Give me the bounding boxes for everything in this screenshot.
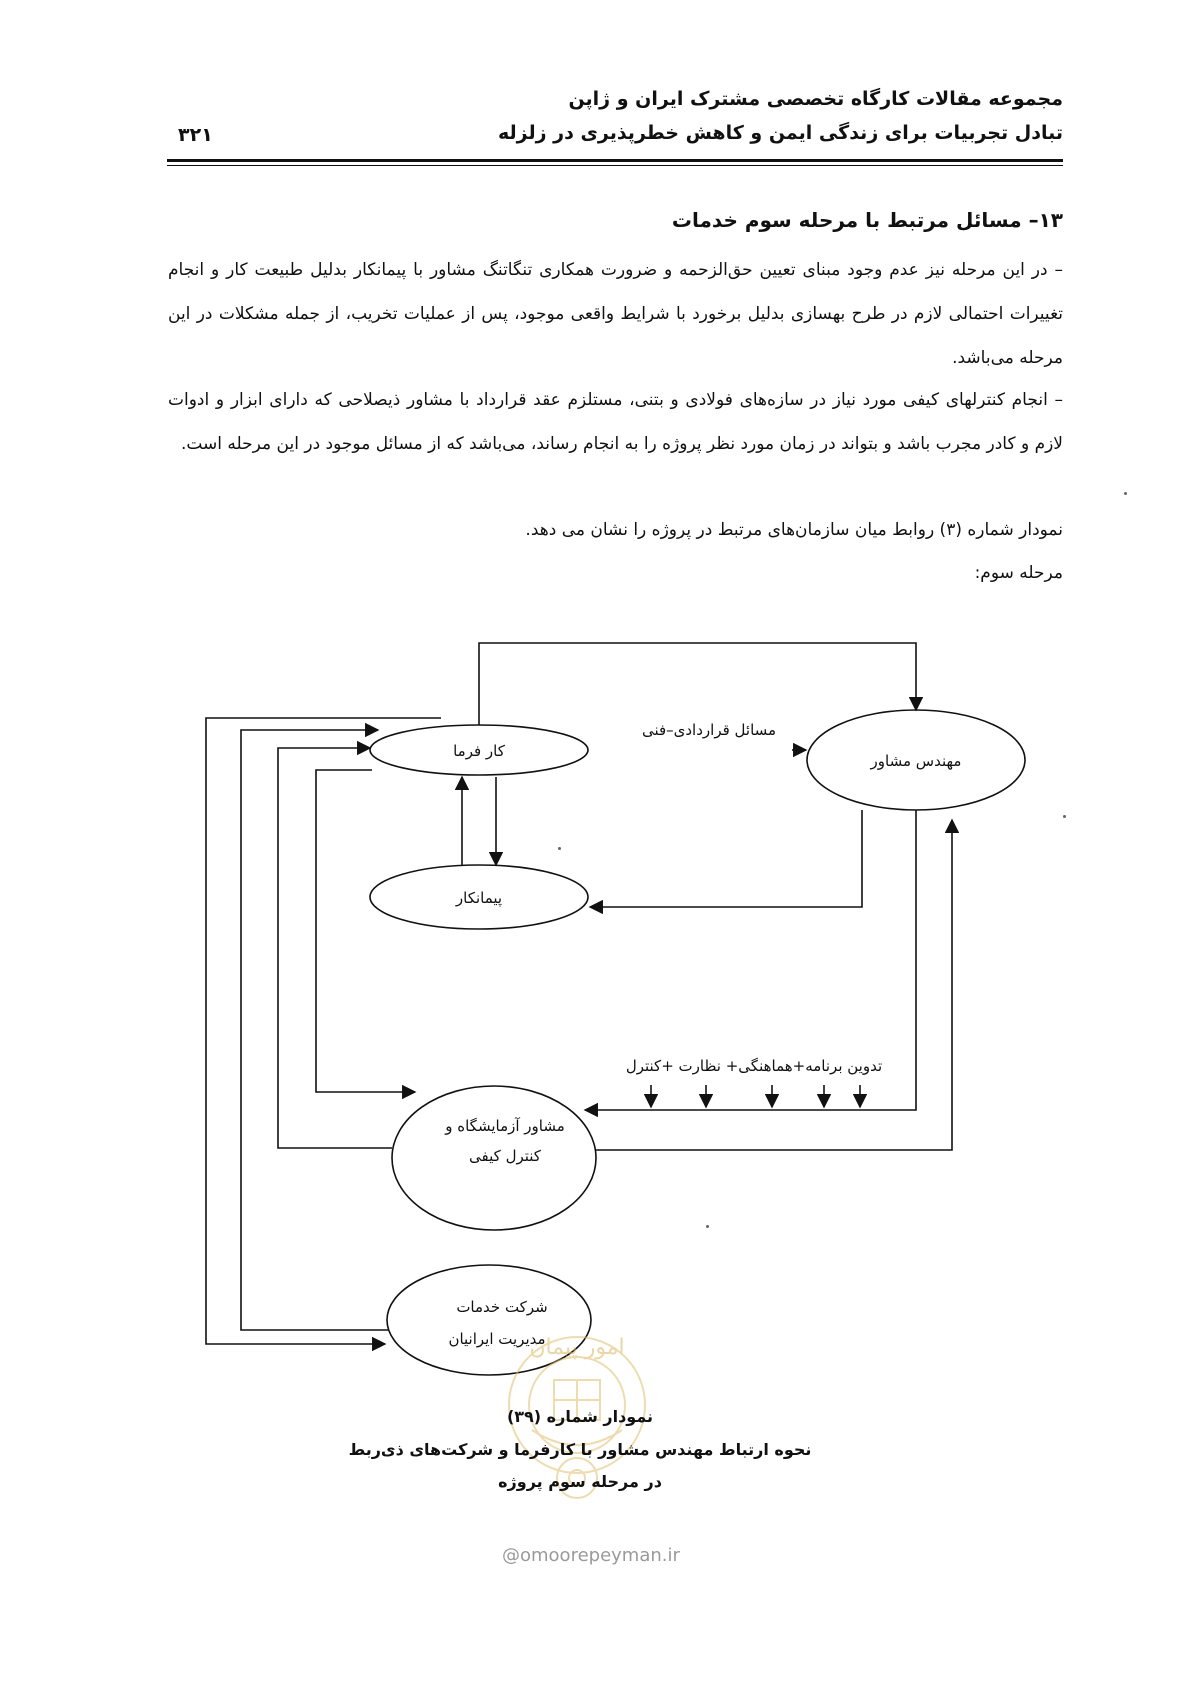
edge-employer-to-lab — [316, 770, 415, 1092]
edge-employer-to-consultant — [479, 643, 916, 725]
edge-lab-to-employer — [278, 748, 392, 1148]
page-number: ۳۲۱ — [178, 124, 213, 146]
label-services-2: مدیریت ایرانیان — [448, 1330, 546, 1348]
section-title: ۱۳– مسائل مرتبط با مرحله سوم خدمات — [671, 208, 1063, 232]
label-contract-technical: مسائل قراردادی–فنی — [641, 721, 777, 739]
scan-speck — [558, 847, 561, 850]
edge-lab-to-consultant — [596, 820, 952, 1150]
label-employer: کار فرما — [453, 742, 505, 760]
paragraph-1: – در این مرحله نیز عدم وجود مبنای تعیین حق‌الزحمه و ضرورت همکاری تنگاتنگ مشاور با پیمانکار بدلیل طبیعت کار و انجام تغییرات احتمالی لازم در طرح بهسازی بدلیل برخورد با شرایط واقعی موجود، پس از عملیات تخریب، از جمله مشکلات در این مرحله می‌باشد. — [168, 260, 1063, 368]
paragraph-2: – انجام کنترلهای کیفی مورد نیاز در سازه‌های فولادی و بتنی، مستلزم عقد قرارداد با مشاور ذیصلاحی که دارای ابزار و ادوات لازم و کادر مجرب باشد و بتواند در زمان مورد نظر پروژه را به انجام رساند، می‌باشد که از مسائل موجود در این مرحله است. — [168, 390, 1063, 454]
scan-speck — [1124, 492, 1127, 495]
figure-caption-number: نمودار شماره (۳۹) — [506, 1407, 654, 1426]
figure-caption-title: نحوه ارتباط مهندس مشاور با کارفرما و شرکت‌های ذی‌ربط — [348, 1440, 812, 1459]
watermark-site: @omoorepeyman.ir — [502, 1545, 680, 1566]
label-planning: تدوین برنامه+هماهنگی+ نظارت +کنترل — [625, 1057, 883, 1075]
journal-title: مجموعه مقالات کارگاه تخصصی مشترک ایران و ژاپن — [568, 88, 1063, 110]
diagram-reference: نمودار شماره (۳) روابط میان سازمان‌های مرتبط در پروژه را نشان می دهد. — [525, 520, 1063, 540]
edge-consultant-to-contractor — [590, 810, 862, 907]
label-contractor: پیمانکار — [455, 889, 503, 907]
label-lab-1: مشاور آزمایشگاه و — [445, 1117, 565, 1135]
scan-speck — [1063, 815, 1066, 818]
watermark-logo-text: امور پیمان — [529, 1335, 625, 1360]
scan-speck — [706, 1225, 709, 1228]
figure-caption-subtitle: در مرحله سوم پروژه — [498, 1472, 662, 1491]
edge-services-to-employer — [241, 730, 388, 1330]
journal-subtitle: تبادل تجربیات برای زندگی ایمن و کاهش خطرپذیری در زلزله — [498, 122, 1063, 144]
stage-label: مرحله سوم: — [974, 563, 1063, 583]
label-services-1: شرکت خدمات — [456, 1298, 548, 1316]
label-lab-2: کنترل کیفی — [469, 1147, 541, 1165]
label-consultant: مهندس مشاور — [870, 752, 962, 770]
